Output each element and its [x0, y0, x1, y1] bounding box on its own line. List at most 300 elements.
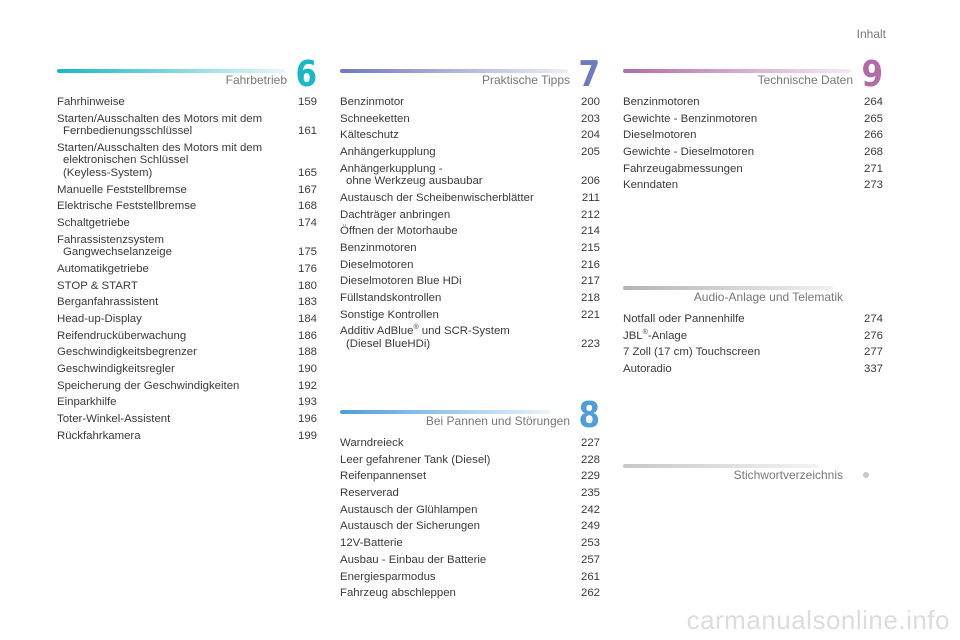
toc-entry[interactable]	[340, 161, 600, 190]
toc-entry[interactable]	[340, 190, 600, 207]
section-header	[623, 277, 883, 311]
toc-entry[interactable]	[57, 198, 317, 215]
toc-entry-label	[340, 454, 573, 467]
toc-entry-text: Reifenpannenset	[340, 470, 427, 483]
toc-entry-text: Geschwindigkeitsregler	[57, 362, 175, 375]
section-praktische-tipps	[340, 54, 600, 353]
toc-entry-text: Öffnen der Motorhaube	[340, 225, 458, 238]
toc-entry[interactable]	[623, 328, 883, 345]
toc-entry-text: Fernbedienungsschlüssel	[63, 125, 193, 138]
toc-entry-page: 227	[580, 437, 600, 449]
registered-mark: ®	[642, 328, 648, 336]
toc-entry-line	[623, 346, 856, 359]
toc-entry-page: 235	[580, 487, 600, 500]
toc-entry[interactable]	[340, 144, 600, 161]
section-header	[57, 54, 317, 95]
toc-entry[interactable]	[57, 261, 317, 278]
toc-entry-page: 214	[580, 225, 600, 238]
toc-entry-text: Rückfahrkamera	[57, 429, 141, 442]
toc-entry[interactable]	[340, 207, 600, 224]
toc-entry-page: 268	[863, 146, 883, 159]
section-title: Praktische Tipps	[481, 73, 570, 87]
toc-entry-page: 242	[580, 503, 600, 516]
section-number: 9	[861, 54, 883, 95]
toc-entry-text: Autoradio	[623, 363, 672, 376]
toc-entry-text: Reserverad	[340, 487, 399, 500]
toc-entry-text: Energiesparmodus	[340, 570, 436, 583]
toc-entry-text: Kenndaten	[623, 179, 679, 192]
toc-entry-text: Fahrzeug abschleppen	[340, 587, 456, 600]
toc-entry-line	[57, 296, 290, 309]
toc-entry-page: 161	[297, 125, 317, 138]
toc-entry[interactable]	[623, 161, 883, 178]
toc-entry[interactable]	[623, 344, 883, 361]
section-audio-telematik	[623, 277, 883, 378]
toc-entry[interactable]	[340, 290, 600, 307]
toc-entry-text: Notfall oder Pannenhilfe	[623, 313, 745, 325]
toc-entry-page: 159	[297, 96, 317, 108]
toc-entry-suffix: -Anlage	[647, 329, 688, 342]
toc-entry-page: 211	[581, 191, 600, 204]
toc-entry-page: 174	[297, 216, 317, 229]
toc-entry[interactable]	[57, 215, 317, 232]
toc-entry-text: Füllstandskontrollen	[340, 292, 442, 305]
toc-entry[interactable]	[340, 452, 600, 469]
toc-entry[interactable]	[623, 144, 883, 161]
section-number: 7	[578, 54, 600, 95]
toc-entry-line	[340, 275, 573, 288]
toc-entry-text: Ausbau - Einbau der Batterie	[340, 553, 487, 566]
toc-entry-text: Additiv AdBlue	[340, 325, 414, 338]
toc-entry-line	[623, 163, 856, 176]
toc-entry[interactable]	[623, 177, 883, 194]
toc-entry[interactable]	[623, 127, 883, 144]
toc-entry[interactable]	[340, 485, 600, 502]
toc-entry-text: Geschwindigkeitsbegrenzer	[57, 346, 197, 359]
toc-entry-text: Head-up-Display	[57, 312, 142, 325]
toc-entry-page: 223	[580, 337, 600, 350]
toc-entry-line	[623, 96, 856, 109]
toc-entry-line	[340, 146, 573, 159]
toc-entry-line	[57, 96, 290, 109]
toc-entry-page: 165	[297, 166, 317, 179]
toc-entry-line	[340, 113, 573, 126]
toc-entry-page: 188	[297, 346, 317, 359]
toc-entry-line	[340, 520, 573, 533]
toc-entry-text: Schaltgetriebe	[57, 216, 130, 229]
toc-entry-page: 221	[580, 308, 600, 321]
toc-entry-line	[57, 280, 290, 293]
toc-entry-text: Elektrische Feststellbremse	[57, 200, 197, 213]
toc-entry-text: Gewichte - Benzinmotoren	[623, 112, 758, 125]
toc-entry-label	[623, 313, 856, 326]
section-header	[340, 395, 600, 436]
toc-entry-text: Einparkhilfe	[57, 396, 117, 409]
toc-entry-page: 167	[297, 183, 317, 196]
toc-entry-line	[340, 292, 573, 305]
toc-entry-line	[57, 125, 290, 138]
toc-entry-text: Anhängerkupplung	[340, 146, 436, 159]
section-stichwortverzeichnis	[623, 455, 883, 489]
toc-entry-text: Automatikgetriebe	[57, 262, 149, 275]
toc-entry-label	[57, 113, 290, 138]
toc-entry[interactable]	[57, 328, 317, 345]
toc-entry[interactable]	[623, 94, 883, 111]
toc-entry-text: Fahrhinweise	[57, 96, 125, 108]
toc-entry-line	[340, 192, 574, 205]
toc-entry-page: 271	[863, 162, 883, 175]
toc-entry[interactable]	[340, 240, 600, 257]
toc-entry-line	[57, 430, 290, 443]
toc-entry-line	[340, 487, 573, 500]
section-title: Stichwortverzeichnis	[733, 468, 843, 482]
toc-entry-page: 176	[297, 262, 317, 275]
toc-entry-line	[623, 129, 856, 142]
toc-entry-text: ohne Werkzeug ausbaubar	[346, 175, 483, 188]
section-header	[623, 455, 883, 489]
toc-entry-label	[57, 96, 290, 109]
toc-entry-text: Austausch der Glühlampen	[340, 503, 478, 516]
toc-entry-text: Dachträger anbringen	[340, 208, 451, 221]
toc-entry-page: 184	[297, 312, 317, 325]
toc-entry-line	[57, 184, 290, 197]
toc-entry[interactable]	[57, 111, 317, 140]
toc-entry-text: Benzinmotoren	[623, 96, 700, 108]
toc-entry-label	[340, 292, 573, 305]
toc-entry-page: 273	[863, 179, 883, 192]
toc-list-fahrbetrieb	[57, 94, 317, 444]
toc-entry-line	[340, 96, 573, 109]
section-dot	[863, 472, 869, 478]
toc-entry-line	[57, 167, 290, 180]
toc-entry-line	[623, 113, 856, 126]
toc-entry[interactable]	[57, 394, 317, 411]
toc-entry-line	[623, 313, 856, 326]
toc-entry-line	[623, 179, 856, 192]
toc-entry-page: 199	[297, 429, 317, 442]
toc-entry-page: 200	[580, 96, 600, 108]
toc-entry-label	[57, 263, 290, 276]
toc-entry[interactable]	[57, 311, 317, 328]
section-fahrbetrieb	[57, 54, 317, 444]
toc-entry-label	[340, 470, 573, 483]
toc-entry-page: 276	[863, 329, 883, 342]
toc-entry-line	[340, 242, 573, 255]
toc-entry-label	[57, 413, 290, 426]
toc-entry-line	[340, 129, 573, 142]
toc-list-bei-pannen	[340, 435, 600, 602]
section-bei-pannen	[340, 395, 600, 602]
toc-entry[interactable]	[57, 361, 317, 378]
toc-entry[interactable]	[623, 311, 883, 328]
toc-entry[interactable]	[57, 344, 317, 361]
toc-entry[interactable]	[57, 278, 317, 295]
toc-entry-line	[340, 209, 573, 222]
section-title: Audio-Anlage und Telematik	[693, 290, 843, 304]
toc-entry-page: 193	[297, 396, 317, 409]
toc-entry-text: Austausch der Sicherungen	[340, 520, 480, 533]
toc-entry[interactable]	[340, 94, 600, 111]
toc-entry-suffix: und SCR-System	[418, 325, 510, 338]
toc-entry-line	[340, 259, 573, 272]
page-header-title: Inhalt	[856, 27, 886, 41]
toc-entry[interactable]	[340, 535, 600, 552]
toc-entry-line	[623, 363, 856, 376]
toc-entry-text: Berganfahrassistent	[57, 296, 159, 309]
toc-entry-page: 205	[580, 146, 600, 159]
toc-entry[interactable]	[57, 294, 317, 311]
toc-entry-page: 274	[863, 313, 883, 325]
toc-entry-line	[57, 380, 290, 393]
toc-entry[interactable]	[57, 378, 317, 395]
toc-entry-label	[340, 587, 573, 600]
toc-entry[interactable]	[340, 257, 600, 274]
toc-entry-label	[57, 430, 290, 443]
toc-entry[interactable]	[57, 94, 317, 111]
toc-entry-text: Dieselmotoren	[340, 258, 414, 271]
toc-entry-page: 261	[580, 570, 600, 583]
toc-entry-line	[57, 330, 290, 343]
toc-entry-label	[340, 487, 573, 500]
toc-entry-page: 192	[297, 379, 317, 392]
toc-entry-text: Schneeketten	[340, 112, 410, 125]
toc-entry-text: Gangwechselanzeige	[63, 246, 172, 259]
toc-entry[interactable]	[340, 552, 600, 569]
toc-entry-label	[623, 146, 856, 159]
toc-entry-line	[340, 571, 573, 584]
toc-entry-text: Sonstige Kontrollen	[340, 308, 439, 321]
toc-entry[interactable]	[340, 323, 600, 352]
toc-entry-page: 253	[580, 537, 600, 550]
toc-entry-line	[57, 346, 290, 359]
toc-entry-line	[57, 246, 290, 259]
toc-entry-label	[57, 142, 290, 180]
toc-entry-page: 216	[580, 258, 600, 271]
toc-entry-text: Gewichte - Dieselmotoren	[623, 146, 755, 159]
toc-entry-page: 212	[580, 208, 600, 221]
toc-entry-label	[340, 113, 573, 126]
toc-entry-label	[340, 259, 573, 272]
toc-entry-page: 175	[297, 246, 317, 259]
toc-entry-line	[57, 313, 290, 326]
toc-entry-label	[57, 200, 290, 213]
toc-entry-page: 218	[580, 292, 600, 305]
toc-entry-page: 186	[297, 329, 317, 342]
toc-entry-line	[57, 234, 290, 247]
toc-entry-text: Warndreieck	[340, 437, 404, 449]
toc-entry[interactable]	[57, 232, 317, 261]
toc-entry-page: 203	[580, 112, 600, 125]
toc-entry-label	[340, 437, 573, 450]
toc-entry-line	[340, 163, 573, 176]
toc-entry[interactable]	[340, 569, 600, 586]
toc-entry-label	[57, 380, 290, 393]
toc-entry[interactable]	[340, 435, 600, 452]
toc-entry-page: 196	[297, 413, 317, 425]
toc-entry-line	[57, 413, 290, 426]
toc-entry-page: 190	[297, 362, 317, 375]
toc-entry[interactable]	[340, 518, 600, 535]
toc-entry-page: 229	[580, 470, 600, 483]
toc-entry-label	[623, 129, 856, 142]
toc-entry-line	[340, 587, 573, 600]
toc-entry-text: 12V-Batterie	[340, 537, 403, 550]
toc-entry-line	[57, 200, 290, 213]
toc-entry-text: Fahrzeugabmessungen	[623, 162, 743, 175]
toc-entry-line	[340, 225, 573, 238]
toc-entry-label	[340, 571, 573, 584]
section-header	[623, 54, 883, 95]
toc-entry-line	[340, 175, 573, 188]
toc-entry-line	[340, 537, 573, 550]
toc-entry-label	[623, 330, 856, 343]
toc-entry-page: 204	[580, 129, 600, 142]
toc-entry-label	[57, 184, 290, 197]
toc-entry-page: 215	[580, 242, 600, 254]
section-title: Bei Pannen und Störungen	[425, 414, 570, 428]
toc-entry-label	[57, 313, 290, 326]
toc-entry-page: 180	[297, 279, 317, 292]
toc-entry-label	[340, 163, 573, 188]
toc-entry-text: Speicherung der Geschwindigkeiten	[57, 379, 240, 392]
toc-entry-page: 265	[863, 112, 883, 125]
toc-entry-label	[57, 346, 290, 359]
toc-entry-line	[340, 504, 573, 517]
toc-entry-line	[57, 154, 290, 167]
toc-entry-page: 217	[580, 275, 600, 288]
toc-entry-page: 183	[297, 296, 317, 309]
toc-entry-page: 168	[297, 200, 317, 213]
toc-entry-label	[623, 346, 856, 359]
toc-entry-page: 277	[863, 346, 883, 359]
toc-entry-page: 257	[580, 553, 600, 566]
toc-entry-text: Leer gefahrener Tank (Diesel)	[340, 453, 491, 466]
toc-entry-line	[623, 330, 856, 343]
toc-entry-page: 264	[863, 96, 883, 108]
toc-entry-line	[340, 454, 573, 467]
toc-entry[interactable]	[340, 585, 600, 602]
toc-entry[interactable]	[57, 428, 317, 445]
toc-entry-line	[57, 396, 290, 409]
toc-entry-text: Dieselmotoren	[623, 129, 697, 142]
toc-entry-line	[340, 325, 573, 338]
toc-entry-label	[340, 309, 573, 322]
section-number: 6	[295, 54, 317, 95]
toc-entry-text: (Keyless-System)	[63, 166, 153, 179]
toc-entry-line	[57, 113, 290, 126]
toc-entry[interactable]	[340, 273, 600, 290]
toc-entry-label	[57, 234, 290, 259]
toc-entry-text: JBL	[623, 329, 643, 342]
toc-entry[interactable]	[340, 307, 600, 324]
toc-entry-label	[340, 242, 573, 255]
toc-entry-page: 206	[580, 175, 600, 188]
toc-entry-text: elektronischen Schlüssel	[63, 154, 189, 167]
toc-entry-page: 228	[580, 453, 600, 466]
toc-entry-text: STOP & START	[57, 279, 138, 292]
toc-entry-text: Benzinmotoren	[340, 242, 417, 254]
section-technische-daten	[623, 54, 883, 194]
toc-entry[interactable]	[57, 182, 317, 199]
toc-entry-line	[340, 554, 573, 567]
toc-entry[interactable]	[340, 111, 600, 128]
toc-entry-text: 7 Zoll (17 cm) Touchscreen	[623, 346, 761, 359]
toc-entry-text: Fahrassistenzsystem	[57, 233, 164, 246]
toc-entry-line	[57, 217, 290, 230]
toc-entry-label	[340, 520, 573, 533]
toc-entry-label	[623, 96, 856, 109]
toc-entry-text: Dieselmotoren Blue HDi	[340, 275, 462, 288]
toc-entry-label	[57, 296, 290, 309]
toc-list-praktische-tipps	[340, 94, 600, 353]
toc-entry-text: Anhängerkupplung -	[340, 162, 443, 175]
toc-entry-line	[57, 363, 290, 376]
section-title: Technische Daten	[757, 73, 853, 87]
section-number: 8	[578, 395, 600, 436]
toc-entry-label	[340, 504, 573, 517]
toc-entry-text: Austausch der Scheibenwischerblätter	[340, 191, 534, 204]
toc-entry-page: 266	[863, 129, 883, 142]
toc-entry-label	[340, 537, 573, 550]
toc-entry[interactable]	[57, 411, 317, 428]
toc-entry-text: Starten/Ausschalten des Motors mit dem	[57, 141, 263, 154]
toc-entry-text: Toter-Winkel-Assistent	[57, 413, 171, 425]
toc-entry-label	[340, 325, 573, 350]
toc-entry-text: Starten/Ausschalten des Motors mit dem	[57, 112, 263, 125]
toc-entry[interactable]	[623, 111, 883, 128]
toc-entry-line	[57, 142, 290, 155]
toc-list-technische-daten	[623, 94, 883, 194]
toc-entry-label	[57, 217, 290, 230]
toc-entry-text: (Diesel BlueHDi)	[346, 337, 431, 350]
toc-entry-label	[340, 554, 573, 567]
toc-entry-label	[340, 192, 574, 205]
toc-entry-label	[340, 146, 573, 159]
toc-entry-page: 262	[580, 587, 600, 600]
toc-entry-label	[340, 129, 573, 142]
toc-entry-line	[340, 338, 573, 351]
toc-entry[interactable]	[340, 127, 600, 144]
toc-entry-text: Kälteschutz	[340, 129, 399, 142]
watermark: carmanualsonline.info	[686, 605, 950, 635]
toc-entry-label	[57, 330, 290, 343]
toc-entry[interactable]	[340, 468, 600, 485]
toc-entry-text: Manuelle Feststellbremse	[57, 183, 187, 196]
toc-list-audio-telematik	[623, 311, 883, 378]
toc-entry[interactable]	[57, 140, 317, 182]
toc-entry-text: Benzinmotor	[340, 96, 404, 108]
toc-entry-label	[57, 363, 290, 376]
toc-entry-label	[623, 113, 856, 126]
registered-mark: ®	[413, 324, 419, 332]
toc-entry[interactable]	[340, 223, 600, 240]
toc-entry-page: 249	[580, 520, 600, 533]
toc-entry-page: 337	[863, 363, 883, 376]
toc-entry-line	[340, 309, 573, 322]
section-header	[340, 54, 600, 95]
toc-entry-text: Reifendrucküberwachung	[57, 329, 187, 342]
toc-entry-line	[623, 146, 856, 159]
toc-entry-label	[57, 280, 290, 293]
toc-entry[interactable]	[340, 502, 600, 519]
toc-entry-line	[340, 470, 573, 483]
toc-entry-label	[340, 209, 573, 222]
toc-entry-label	[623, 363, 856, 376]
toc-entry-label	[57, 396, 290, 409]
toc-entry-label	[623, 163, 856, 176]
toc-entry[interactable]	[623, 361, 883, 378]
section-title: Fahrbetrieb	[225, 73, 287, 87]
